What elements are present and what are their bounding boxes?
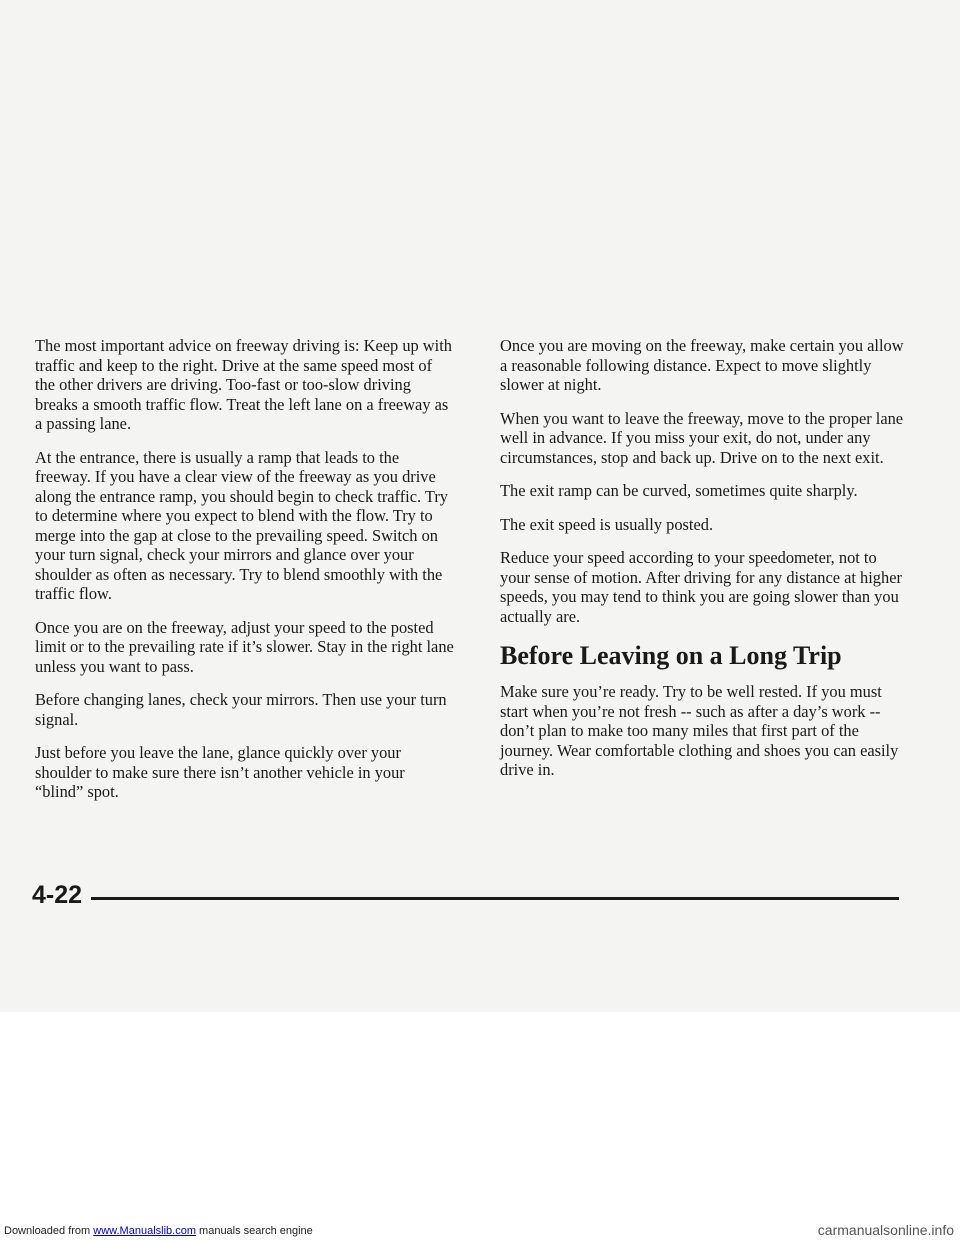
freeway-advice-paragraph: The most important advice on freeway driving is: Keep up with traffic and keep to the right. Drive at the same speed most of the other drivers are driving. Too-fast or too-slow driving breaks a smooth traffic flow. Treat the left lane on a freeway as a passing lane. xyxy=(35,336,452,433)
exit-speed-paragraph: The exit speed is usually posted. xyxy=(500,514,714,534)
following-distance-paragraph: Once you are moving on the freeway, make certain you allow a reasonable following distance. Expect to move slightly slower at night. xyxy=(500,336,904,394)
watermark-text: carmanualsonline.info xyxy=(817,1222,954,1238)
exit-ramp-paragraph: The exit ramp can be curved, sometimes quite sharply. xyxy=(500,481,858,500)
changing-lanes-paragraph: Before changing lanes, check your mirrors. Then use your turn signal. xyxy=(35,690,447,729)
adjust-speed-paragraph: Once you are on the freeway, adjust your speed to the posted limit or to the prevailing rate if it’s slower. Stay in the right lane unless you want to pass. xyxy=(35,617,454,676)
reduce-speed-paragraph: Reduce your speed according to your speedometer, not to your sense of motion. After driving for any distance at higher speeds, you may tend to think you are going slower than you actually are. xyxy=(500,548,902,626)
right-column xyxy=(500,336,905,794)
download-footer xyxy=(4,1224,313,1238)
blind-spot-paragraph: Just before you leave the lane, glance quickly over your shoulder to make sure there isn’t another vehicle in your “blind” spot. xyxy=(35,743,405,801)
long-trip-paragraph: Make sure you’re ready. Try to be well rested. If you must start when you’re not fresh -- such as after a day’s work -- don’t plan to make too many miles that first part of the journey. Wear comfortable clothing and shoes you can easily drive in. xyxy=(500,682,899,779)
left-column xyxy=(35,336,455,816)
manualslib-link[interactable]: www.Manualslib.com xyxy=(93,1225,196,1237)
long-trip-heading: Before Leaving on a Long Trip xyxy=(500,641,842,670)
page-number: 4-22 xyxy=(32,881,83,909)
page-bottom-margin xyxy=(0,1012,960,1242)
footer-prefix: Downloaded from xyxy=(4,1225,94,1237)
leave-freeway-paragraph: When you want to leave the freeway, move to the proper lane well in advance. If you miss your exit, do not, under any circumstances, stop and back up. Drive on to the next exit. xyxy=(500,408,904,467)
entrance-ramp-paragraph: At the entrance, there is usually a ramp that leads to the freeway. If you have a clear view of the freeway as you drive along the entrance ramp, you should begin to check traffic. Try to determine where you expect to blend with the flow. Try to merge into the gap at close to the prevailing speed. Switch on your turn signal, check your mirrors and glance over your shoulder as often as necessary. Try to blend smoothly with the traffic flow. xyxy=(35,447,448,603)
page-divider-rule xyxy=(91,897,899,900)
footer-suffix: manuals search engine xyxy=(195,1225,313,1237)
